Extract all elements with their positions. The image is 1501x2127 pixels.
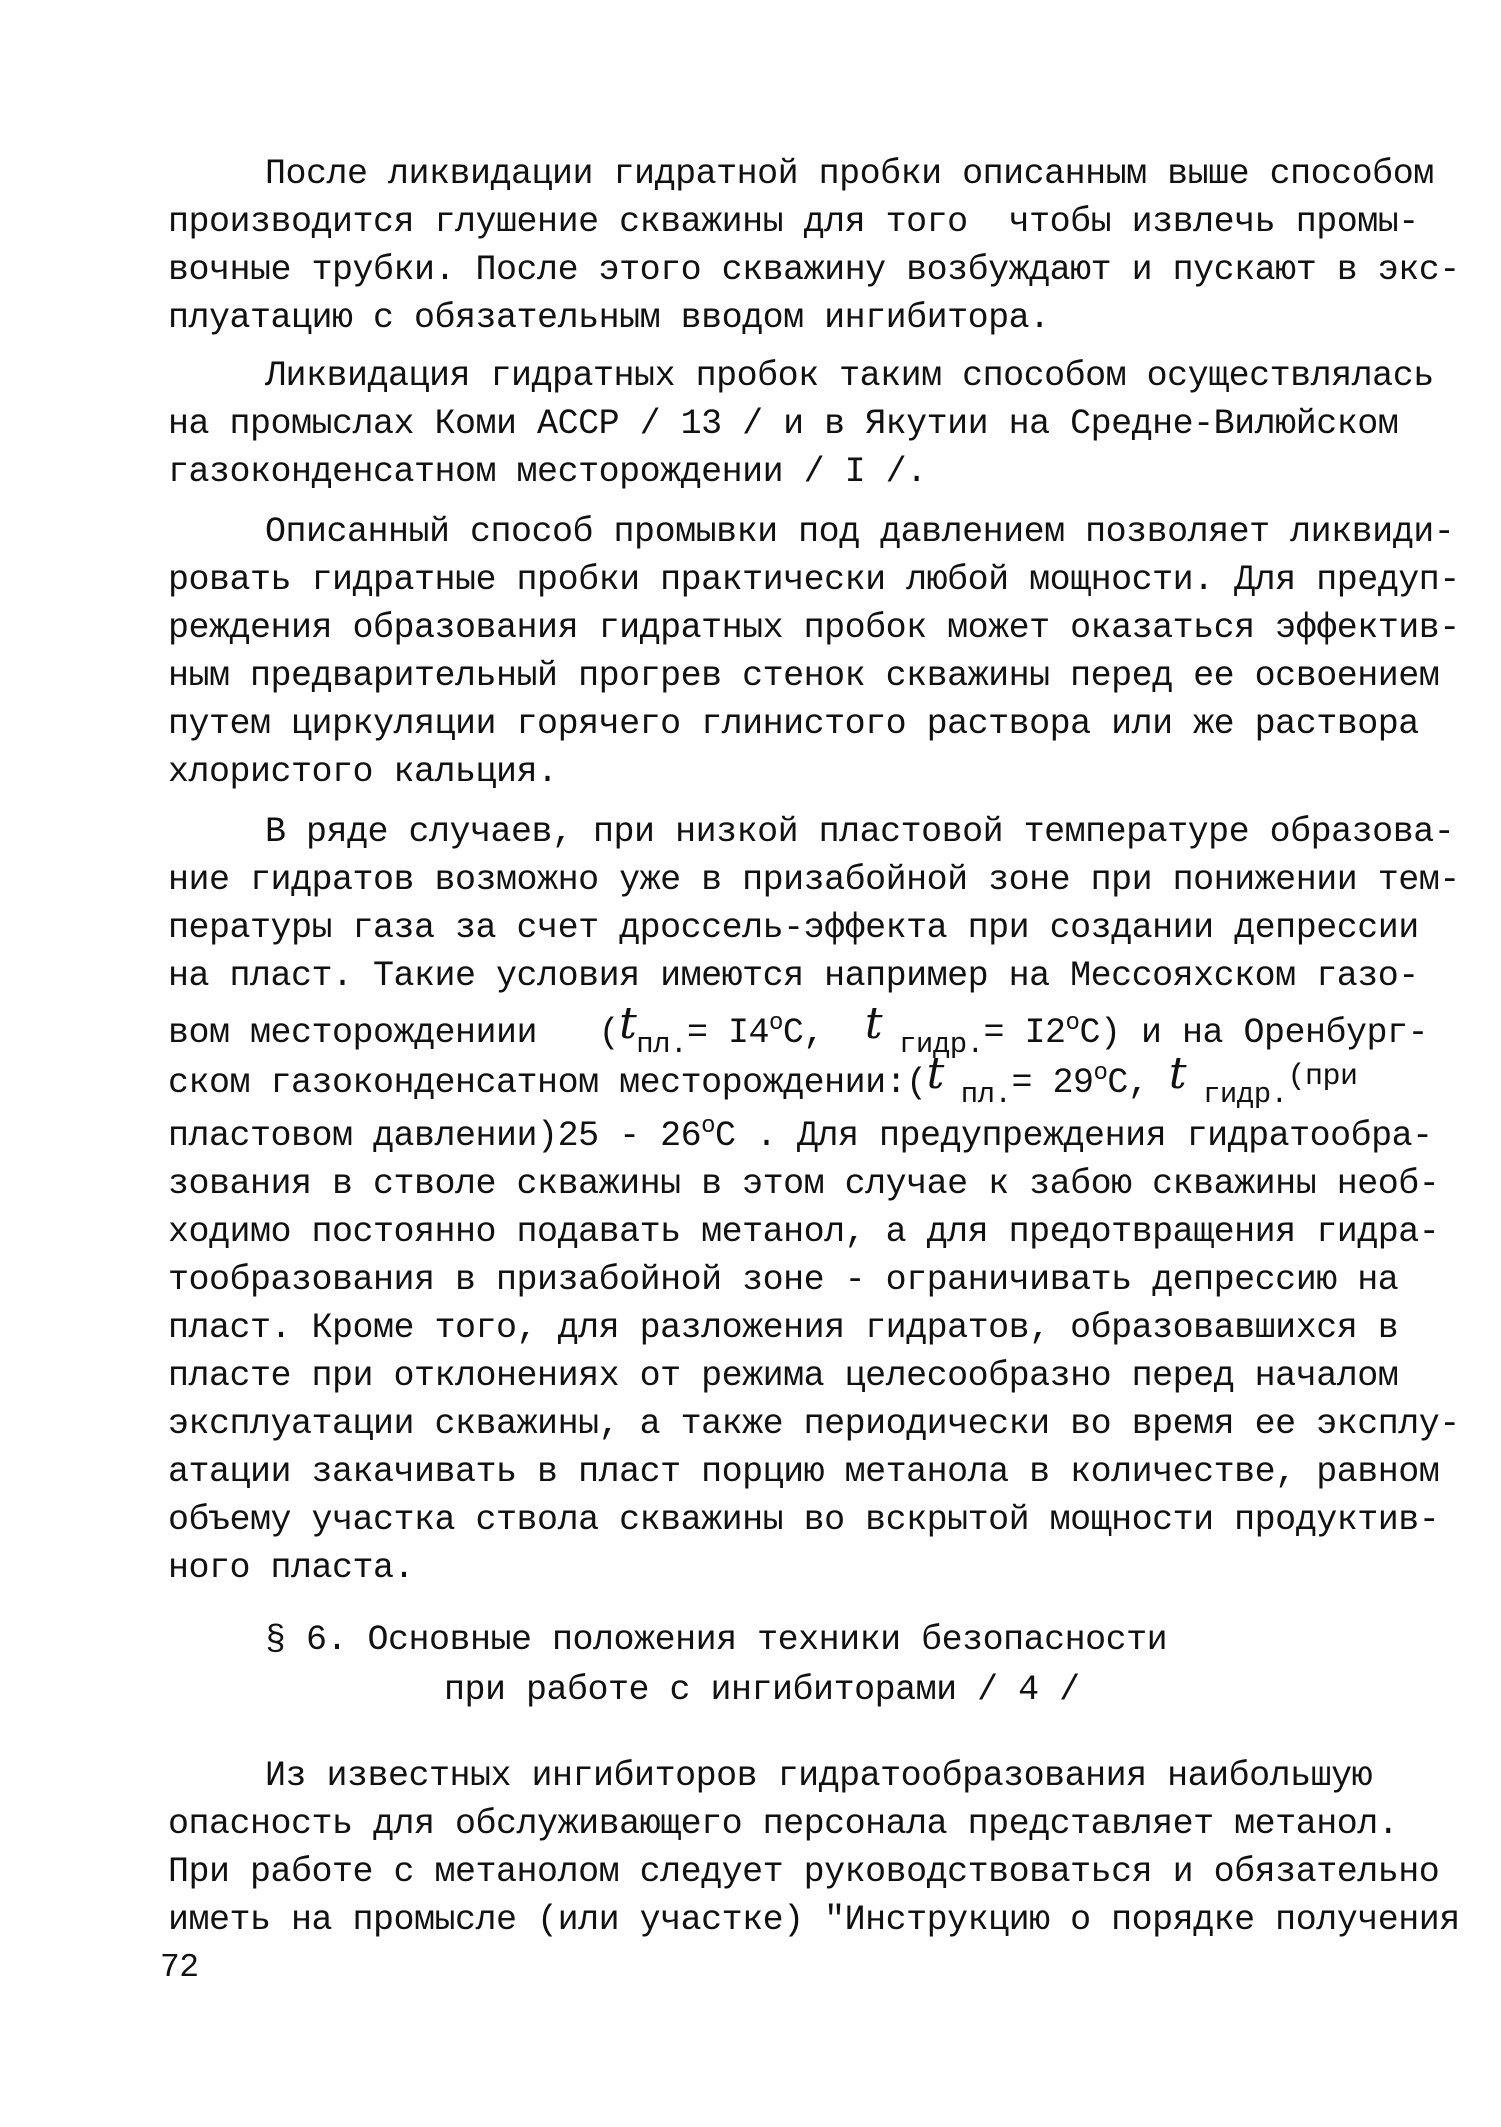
text-segment: С) и на Оренбург-: [1079, 1013, 1429, 1053]
text-segment: ском газоконденсатном месторождении:(: [168, 1063, 927, 1103]
text-segment: = I2: [983, 1013, 1066, 1053]
section-heading: при работе с ингибиторами / 4 /: [444, 1670, 1080, 1710]
text-line: Из известных ингибиторов гидратообразования наибольшую: [265, 1756, 1373, 1796]
text-line: ние гидратов возможно уже в призабойной зоне при понижении тем-: [168, 860, 1460, 900]
text-segment: = I4: [686, 1013, 769, 1053]
text-line: В ряде случаев, при низкой пластовой температуре образова-: [265, 812, 1455, 852]
text-line: хлористого кальция.: [168, 752, 558, 792]
text-segment: = 29: [1011, 1063, 1094, 1103]
text-line: эксплуатации скважины, а также периодически во время ее эксплу-: [168, 1404, 1460, 1444]
text-segment: вом месторождениии (: [168, 1013, 620, 1053]
text-line: на промыслах Коми АССР / 13 / и в Якутии на Средне-Вилюйском: [168, 404, 1399, 444]
text-line: ного пласта.: [168, 1548, 415, 1588]
temperature-symbol: t: [864, 998, 883, 1049]
subscript: гидр.: [882, 1028, 984, 1061]
text-line: При работе с метанолом следует руководствоваться и обязательно: [168, 1852, 1440, 1892]
degree-superscript: о: [1093, 1060, 1108, 1087]
text-line: опасность для обслуживающего персонала представляет метанол.: [168, 1804, 1399, 1844]
text-line: пературы газа за счет дроссель-эффекта при создании депрессии: [168, 908, 1419, 948]
text-line: пласте при отклонениях от режима целесообразно перед началом: [168, 1356, 1399, 1396]
text-segment: пластовом давлении)25 - 26: [168, 1116, 702, 1156]
text-line: путем циркуляции горячего глинистого раствора или же раствора: [168, 704, 1419, 744]
subscript: пл.: [636, 1028, 687, 1061]
degree-superscript: о: [701, 1113, 715, 1140]
text-line: объему участка ствола скважины во вскрытой мощности продуктив-: [168, 1500, 1440, 1540]
formula-line: [168, 1048, 1358, 1111]
formula-line: [168, 1112, 1433, 1160]
section-heading: § 6. Основные положения техники безопасности: [265, 1620, 1168, 1660]
text-line: ровать гидратные пробки практически любой мощности. Для предуп-: [168, 560, 1460, 600]
degree-superscript: о: [1065, 1010, 1080, 1037]
temperature-symbol: t: [1168, 1048, 1187, 1099]
temperature-symbol: t: [926, 1048, 944, 1099]
text-line: атации закачивать в пласт порцию метанола в количестве, равном: [168, 1452, 1440, 1492]
text-line: После ликвидации гидратной пробки описанным выше способом: [265, 154, 1434, 194]
text-line: Ликвидация гидратных пробок таким способом осуществлялась: [265, 356, 1434, 396]
text-line: ным предварительный прогрев стенок скважины перед ее освоением: [168, 656, 1440, 696]
text-line: иметь на промысле (или участке) "Инструкцию о порядке получения: [168, 1900, 1460, 1940]
text-segment: (при: [1287, 1060, 1358, 1094]
text-segment: С,: [1107, 1063, 1169, 1103]
text-line: вочные трубки. После этого скважину возбуждают и пускают в экс-: [168, 250, 1460, 290]
text-line: Описанный способ промывки под давлением позволяет ликвиди-: [265, 512, 1455, 552]
text-segment: С . Для предупреждения гидратообра-: [715, 1116, 1433, 1156]
text-line: тообразования в призабойной зоне - ограничивать депрессию на: [168, 1260, 1399, 1300]
text-line: на пласт. Такие условия имеются например на Мессояхском газо-: [168, 956, 1419, 996]
subscript: пл.: [943, 1078, 1012, 1111]
text-segment: С,: [782, 1013, 865, 1053]
text-line: газоконденсатном месторождении / I /.: [168, 452, 927, 492]
text-line: зования в стволе скважины в этом случае к забою скважины необ-: [168, 1164, 1440, 1204]
text-line: реждения образования гидратных пробок может оказаться эффектив-: [168, 608, 1460, 648]
text-line: плуатацию с обязательным вводом ингибитора.: [168, 298, 1050, 338]
page-number: 72: [160, 1949, 199, 1986]
text-line: производится глушение скважины для того чтобы извлечь промы-: [168, 202, 1419, 242]
text-line: пласт. Кроме того, для разложения гидратов, образовавшихся в: [168, 1308, 1399, 1348]
subscript: гидр.: [1186, 1078, 1288, 1111]
temperature-symbol: t: [619, 998, 637, 1049]
text-line: ходимо постоянно подавать метанол, а для предотвращения гидра-: [168, 1212, 1440, 1252]
formula-line: [168, 998, 1429, 1061]
degree-superscript: о: [769, 1010, 783, 1037]
